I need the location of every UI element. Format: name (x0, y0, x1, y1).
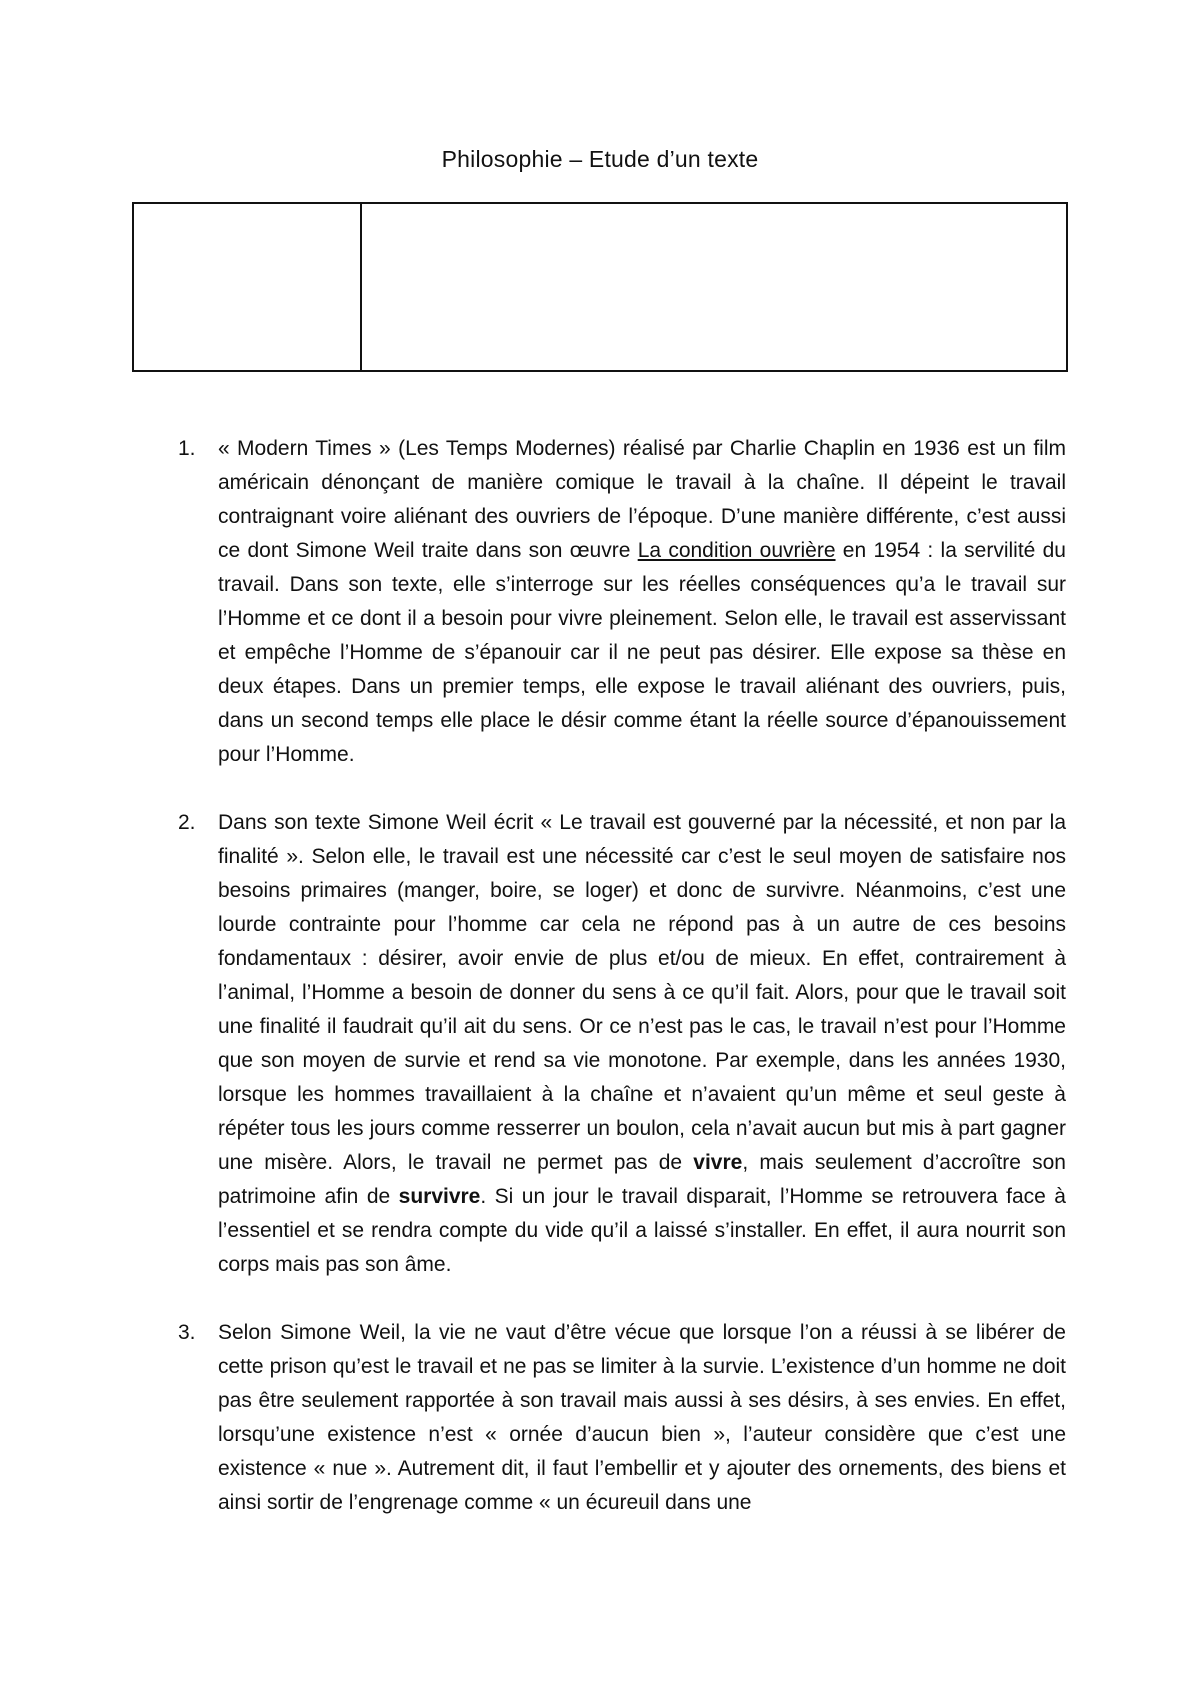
paragraph-text: , mais seulement d’accroître son patrimoine afin de (218, 1151, 1066, 1208)
list-item-2 (178, 806, 1066, 1282)
list-item-number: 1. (178, 437, 196, 460)
header-table (132, 202, 1068, 372)
numbered-list (178, 432, 1066, 1554)
paragraph-text: Dans son texte Simone Weil écrit « Le travail est gouverné par la nécessité, et non par la finalité ». Selon elle, le travail est une nécessité car c’est le seul moyen de satisfaire nos besoins primaires (manger, boire, se loger) et donc de survivre. Néanmoins, c’est une lourde contrainte pour l’homme car cela ne répond pas à un autre de ces besoins fondamentaux : désirer, avoir envie de plus et/ou de mieux. En effet, contrairement à l’animal, l’Homme a besoin de donner du sens à ce qu’il fait. Alors, pour que le travail soit une finalité il faudrait qu’il ait du sens. Or ce n’est pas le cas, le travail n’est pour l’Homme que son moyen de survie et rend sa vie monotone. Par exemple, dans les années 1930, lorsque les hommes travaillaient à la chaîne et n’avaient qu’un même et seul geste à répéter tous les jours comme resserrer un boulon, cela n’avait aucun but mis à part gagner une misère. Alors, le travail ne permet pas de (218, 811, 1066, 1174)
list-item-number: 3. (178, 1321, 196, 1344)
list-item-number: 2. (178, 811, 196, 834)
list-item-1 (178, 432, 1066, 772)
page-title: Philosophie – Etude d’un texte (441, 146, 759, 172)
paragraph-text: Selon Simone Weil, la vie ne vaut d’être vécue que lorsque l’on a réussi à se libérer de cette prison qu’est le travail et ne pas se limiter à la survie. L’existence d’un homme ne doit pas être seulement rapportée à son travail mais aussi à ses désirs, à ses envies. En effet, lorsqu’une existence n’est « ornée d’aucun bien », l’auteur considère que c’est une existence « nue ». Autrement dit, il faut l’embellir et y ajouter des ornements, des biens et ainsi sortir de l’engrenage comme « un écureuil dans une (218, 1321, 1066, 1514)
header-cell-left (133, 203, 361, 371)
list-item-3 (178, 1316, 1066, 1520)
book-title: La condition ouvrière (637, 539, 836, 562)
paragraph-text: « Modern Times » (Les Temps Modernes) réalisé par Charlie Chaplin en 1936 est un film américain dénonçant de manière comique le travail à la chaîne. Il dépeint le travail contraignant voire aliénant des ouvriers de l’époque. D’une manière différente, c’est aussi ce dont Simone Weil traite dans son œuvre (218, 437, 1066, 562)
emphasis-vivre: vivre (693, 1151, 743, 1174)
paragraph-text: en 1954 : la servilité du travail. Dans son texte, elle s’interroge sur les réelles conséquences qu’a le travail sur l’Homme et ce dont il a besoin pour vivre pleinement. Selon elle, le travail est asservissant et empêche l’Homme de s’épanouir car il ne peut pas désirer. Elle expose sa thèse en deux étapes. Dans un premier temps, elle expose le travail aliénant des ouvriers, puis, dans un second temps elle place le désir comme étant la réelle source d’épanouissement pour l’Homme. (218, 539, 1066, 766)
emphasis-survivre: survivre (398, 1185, 481, 1208)
header-cell-right (361, 203, 1067, 371)
paragraph-text: . Si un jour le travail disparait, l’Homme se retrouvera face à l’essentiel et se rendra compte du vide qu’il a laissé s’installer. En effet, il aura nourrit son corps mais pas son âme. (218, 1185, 1066, 1276)
